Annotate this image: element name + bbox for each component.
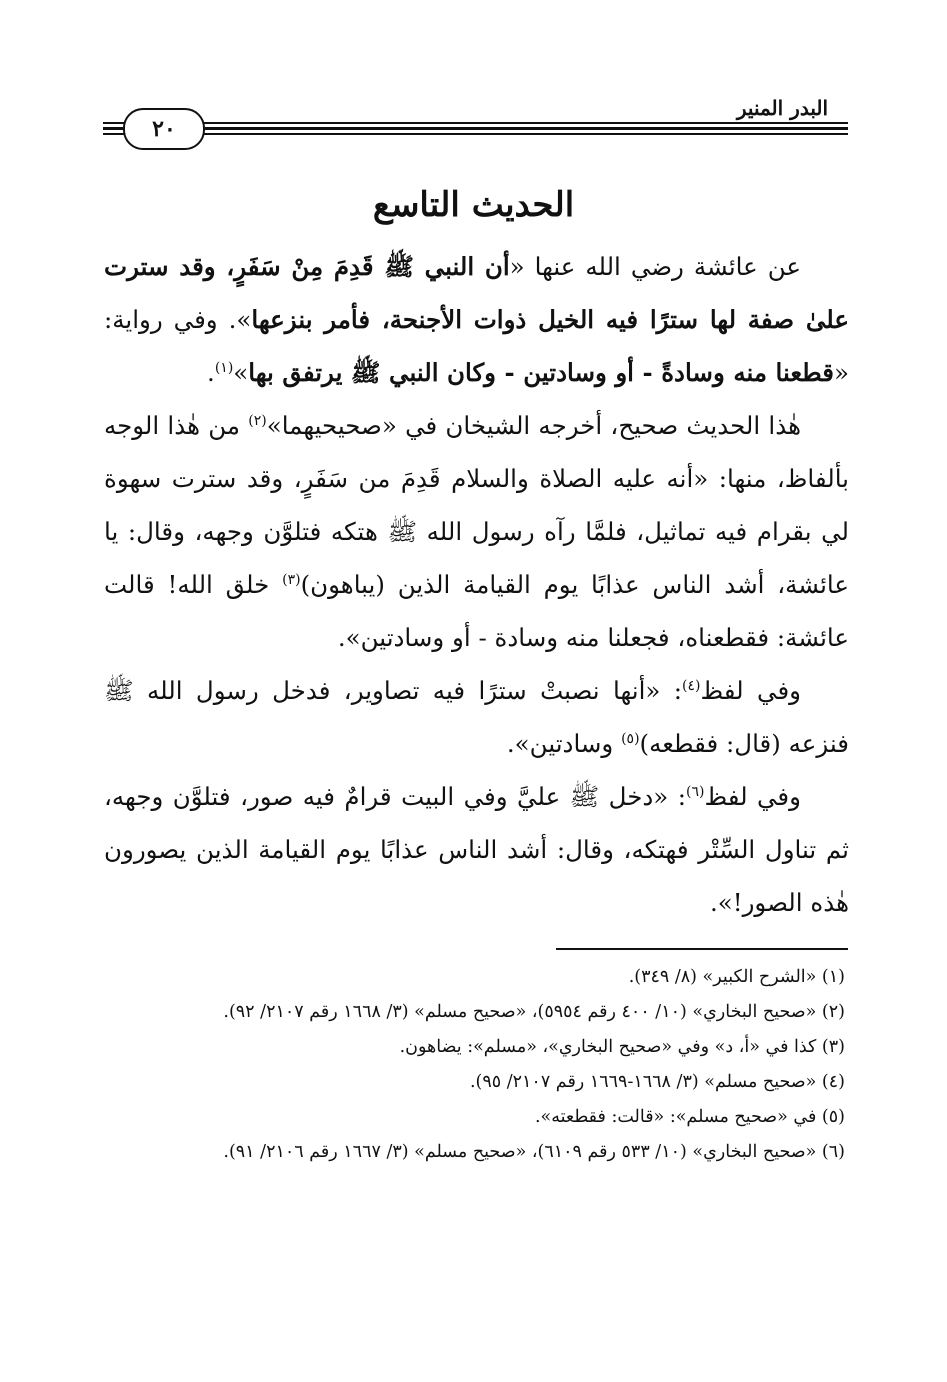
- footnotes: [104, 960, 849, 1170]
- footnote: (١) «الشرح الكبير» (٨/ ٣٤٩).: [628, 967, 845, 987]
- page-number-badge: [123, 108, 205, 150]
- footnote-ref: (٥): [621, 730, 640, 747]
- text-run: عن عائشة رضي الله عنها «: [509, 252, 801, 281]
- running-title: البدر المنير: [736, 96, 828, 120]
- text-run: خلق الله! قالت عائشة: فقطعناه، فجعلنا منه وسادة - أو وسادتين».: [104, 570, 849, 652]
- paragraph: [104, 770, 849, 929]
- hadith-text: قطعنا منه وسادةً - أو وسادتين - وكان النبي ﷺ يرتفق بها: [248, 358, 834, 387]
- text-run: من هٰذا الوجه بألفاظ، منها: «أنه عليه الصلاة والسلام قَدِمَ من سَفَرٍ، وقد سترت سهوة لي بقرام فيه تماثيل، فلمَّا رآه رسول الله ﷺ هتكه فتلوَّن وجهه، وقال: يا عائشة، أشد الناس عذابًا يوم القيامة الذين (يباهون): [104, 411, 849, 599]
- hadith-text: أن النبي ﷺ قَدِمَ مِنْ سَفَرٍ، وقد سترت علىٰ صفة لها سترًا فيه الخيل ذوات الأجنحة، فأمر بنزعها: [104, 252, 849, 334]
- text-run: وفي لفظ: [704, 782, 801, 811]
- paragraph: [104, 399, 849, 664]
- header-rule: [103, 127, 848, 130]
- text-run: »: [233, 358, 249, 387]
- footnote-ref: (٦): [685, 783, 705, 800]
- footnote-ref: (٢): [248, 412, 267, 429]
- text-run: وفي لفظ: [700, 676, 801, 705]
- text-run: ». وفي رواية: «: [104, 305, 849, 387]
- footnote: (٦) «صحيح البخاري» (١٠/ ٥٣٣ رقم ٦١٠٩)، «صحيح مسلم» (٣/ ١٦٦٧ رقم ٢١٠٦/ ٩١).: [223, 1142, 845, 1162]
- page-header: [103, 96, 848, 156]
- footnote-ref: (١): [214, 359, 234, 376]
- page-number: ٢٠: [152, 116, 176, 142]
- paragraph: [104, 664, 849, 770]
- footnote: (٤) «صحيح مسلم» (٣/ ١٦٦٨-١٦٦٩ رقم ٢١٠٧/ ٩٥).: [469, 1072, 845, 1092]
- text-run: هٰذا الحديث صحيح، أخرجه الشيخان في «صحيحيهما»: [266, 411, 802, 440]
- footnote-separator: [556, 948, 848, 950]
- text-run: : «دخل ﷺ عليَّ وفي البيت قرامٌ فيه صور، فتلوَّن وجهه، ثم تناول السِّتْر فهتكه، وقال: أشد الناس عذابًا يوم القيامة الذين يصورون هٰذه الصور!».: [104, 782, 849, 917]
- text-run: : «أنها نصبتْ سترًا فيه تصاوير، فدخل رسول الله ﷺ فنزعه (قال: فقطعه): [104, 676, 849, 758]
- footnote-ref: (٤): [682, 677, 701, 694]
- chapter-title: الحديث التاسع: [372, 185, 575, 225]
- main-text: [104, 240, 849, 929]
- paragraph: [104, 240, 849, 399]
- footnote: (٢) «صحيح البخاري» (١٠/ ٤٠٠ رقم ٥٩٥٤)، «صحيح مسلم» (٣/ ١٦٦٨ رقم ٢١٠٧/ ٩٢).: [223, 1002, 845, 1022]
- text-run: .: [207, 358, 215, 387]
- footnote: (٥) في «صحيح مسلم»: «قالت: فقطعته».: [534, 1107, 845, 1127]
- header-rule: [103, 122, 848, 124]
- footnote-ref: (٣): [282, 571, 301, 588]
- text-run: وسادتين».: [506, 729, 622, 758]
- header-rule: [103, 133, 848, 135]
- footnote: (٣) كذا في «أ، د» وفي «صحيح البخاري»، «مسلم»: يضاهون.: [399, 1037, 845, 1057]
